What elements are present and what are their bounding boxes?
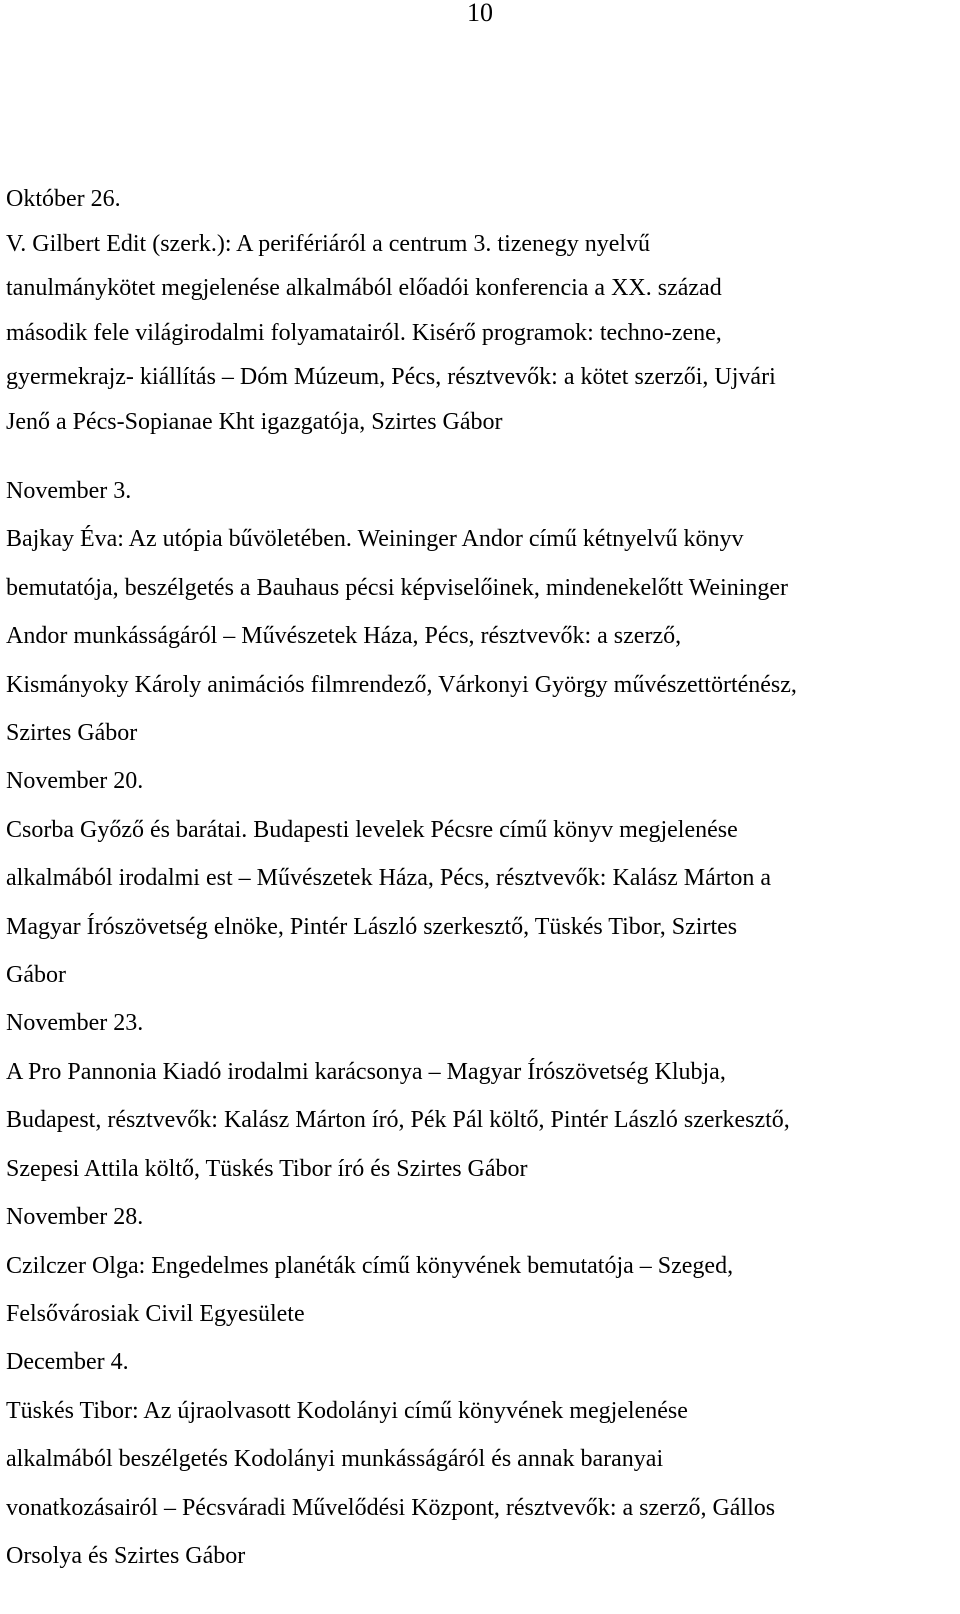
paragraph-line: Szirtes Gábor bbox=[6, 720, 138, 747]
paragraph-line: bemutatója, beszélgetés a Bauhaus pécsi képviselőinek, mindenekelőtt Weininger bbox=[6, 574, 789, 601]
paragraph-line: alkalmából irodalmi est – Művészetek Háza, Pécs, résztvevők: Kalász Márton a bbox=[6, 865, 772, 892]
paragraph-line: V. Gilbert Edit (szerk.): A perifériáról a centrum 3. tizenegy nyelvű bbox=[6, 230, 651, 257]
paragraph-line: Orsolya és Szirtes Gábor bbox=[6, 1542, 246, 1569]
paragraph-line: Szepesi Attila költő, Tüskés Tibor író és Szirtes Gábor bbox=[6, 1155, 528, 1182]
date-heading-nov-23: November 23. bbox=[6, 1010, 144, 1037]
paragraph-line: Felsővárosiak Civil Egyesülete bbox=[6, 1300, 305, 1327]
paragraph-line: második fele világirodalmi folyamatairól. Kisérő programok: techno-zene, bbox=[6, 319, 722, 346]
date-heading-oct-26: Október 26. bbox=[6, 186, 121, 212]
page-number: 10 bbox=[467, 0, 493, 27]
date-heading-nov-28: November 28. bbox=[6, 1204, 144, 1231]
text-block-1 bbox=[6, 177, 944, 444]
paragraph-line: Tüskés Tibor: Az újraolvasott Kodolányi című könyvének megjelenése bbox=[6, 1397, 688, 1424]
paragraph-line: Csorba Győző és barátai. Budapesti levelek Pécsre című könyv megjelenése bbox=[6, 816, 738, 843]
paragraph-line: vonatkozásairól – Pécsváradi Művelődési Központ, résztvevők: a szerző, Gállos bbox=[6, 1494, 776, 1521]
paragraph-line: Budapest, résztvevők: Kalász Márton író, Pék Pál költő, Pintér László szerkesztő, bbox=[6, 1107, 790, 1134]
date-heading-nov-3: November 3. bbox=[6, 478, 132, 504]
paragraph-line: A Pro Pannonia Kiadó irodalmi karácsonya – Magyar Írószövetség Klubja, bbox=[6, 1058, 726, 1085]
text-block-2 bbox=[6, 467, 944, 1580]
paragraph-line: alkalmából beszélgetés Kodolányi munkásságáról és annak baranyai bbox=[6, 1446, 664, 1473]
paragraph-line: Magyar Írószövetség elnöke, Pintér László szerkesztő, Tüskés Tibor, Szirtes bbox=[6, 913, 738, 940]
paragraph-line: Kismányoky Károly animációs filmrendező, Várkonyi György művészettörténész, bbox=[6, 671, 797, 698]
paragraph-line: Andor munkásságáról – Művészetek Háza, Pécs, résztvevők: a szerző, bbox=[6, 623, 682, 650]
paragraph-line: Czilczer Olga: Engedelmes planéták című könyvének bemutatója – Szeged, bbox=[6, 1252, 734, 1279]
paragraph-line: Gábor bbox=[6, 962, 66, 989]
paragraph-line: gyermekrajz- kiállítás – Dóm Múzeum, Pécs, résztvevők: a kötet szerzői, Ujvári bbox=[6, 364, 776, 390]
date-heading-nov-20: November 20. bbox=[6, 768, 144, 795]
paragraph-line: Jenő a Pécs-Sopianae Kht igazgatója, Szirtes Gábor bbox=[6, 408, 503, 435]
paragraph-line: tanulmánykötet megjelenése alkalmából előadói konferencia a XX. század bbox=[6, 275, 722, 301]
paragraph-line: Bajkay Éva: Az utópia bűvöletében. Weininger Andor című kétnyelvű könyv bbox=[6, 526, 744, 553]
date-heading-dec-4: December 4. bbox=[6, 1349, 129, 1376]
